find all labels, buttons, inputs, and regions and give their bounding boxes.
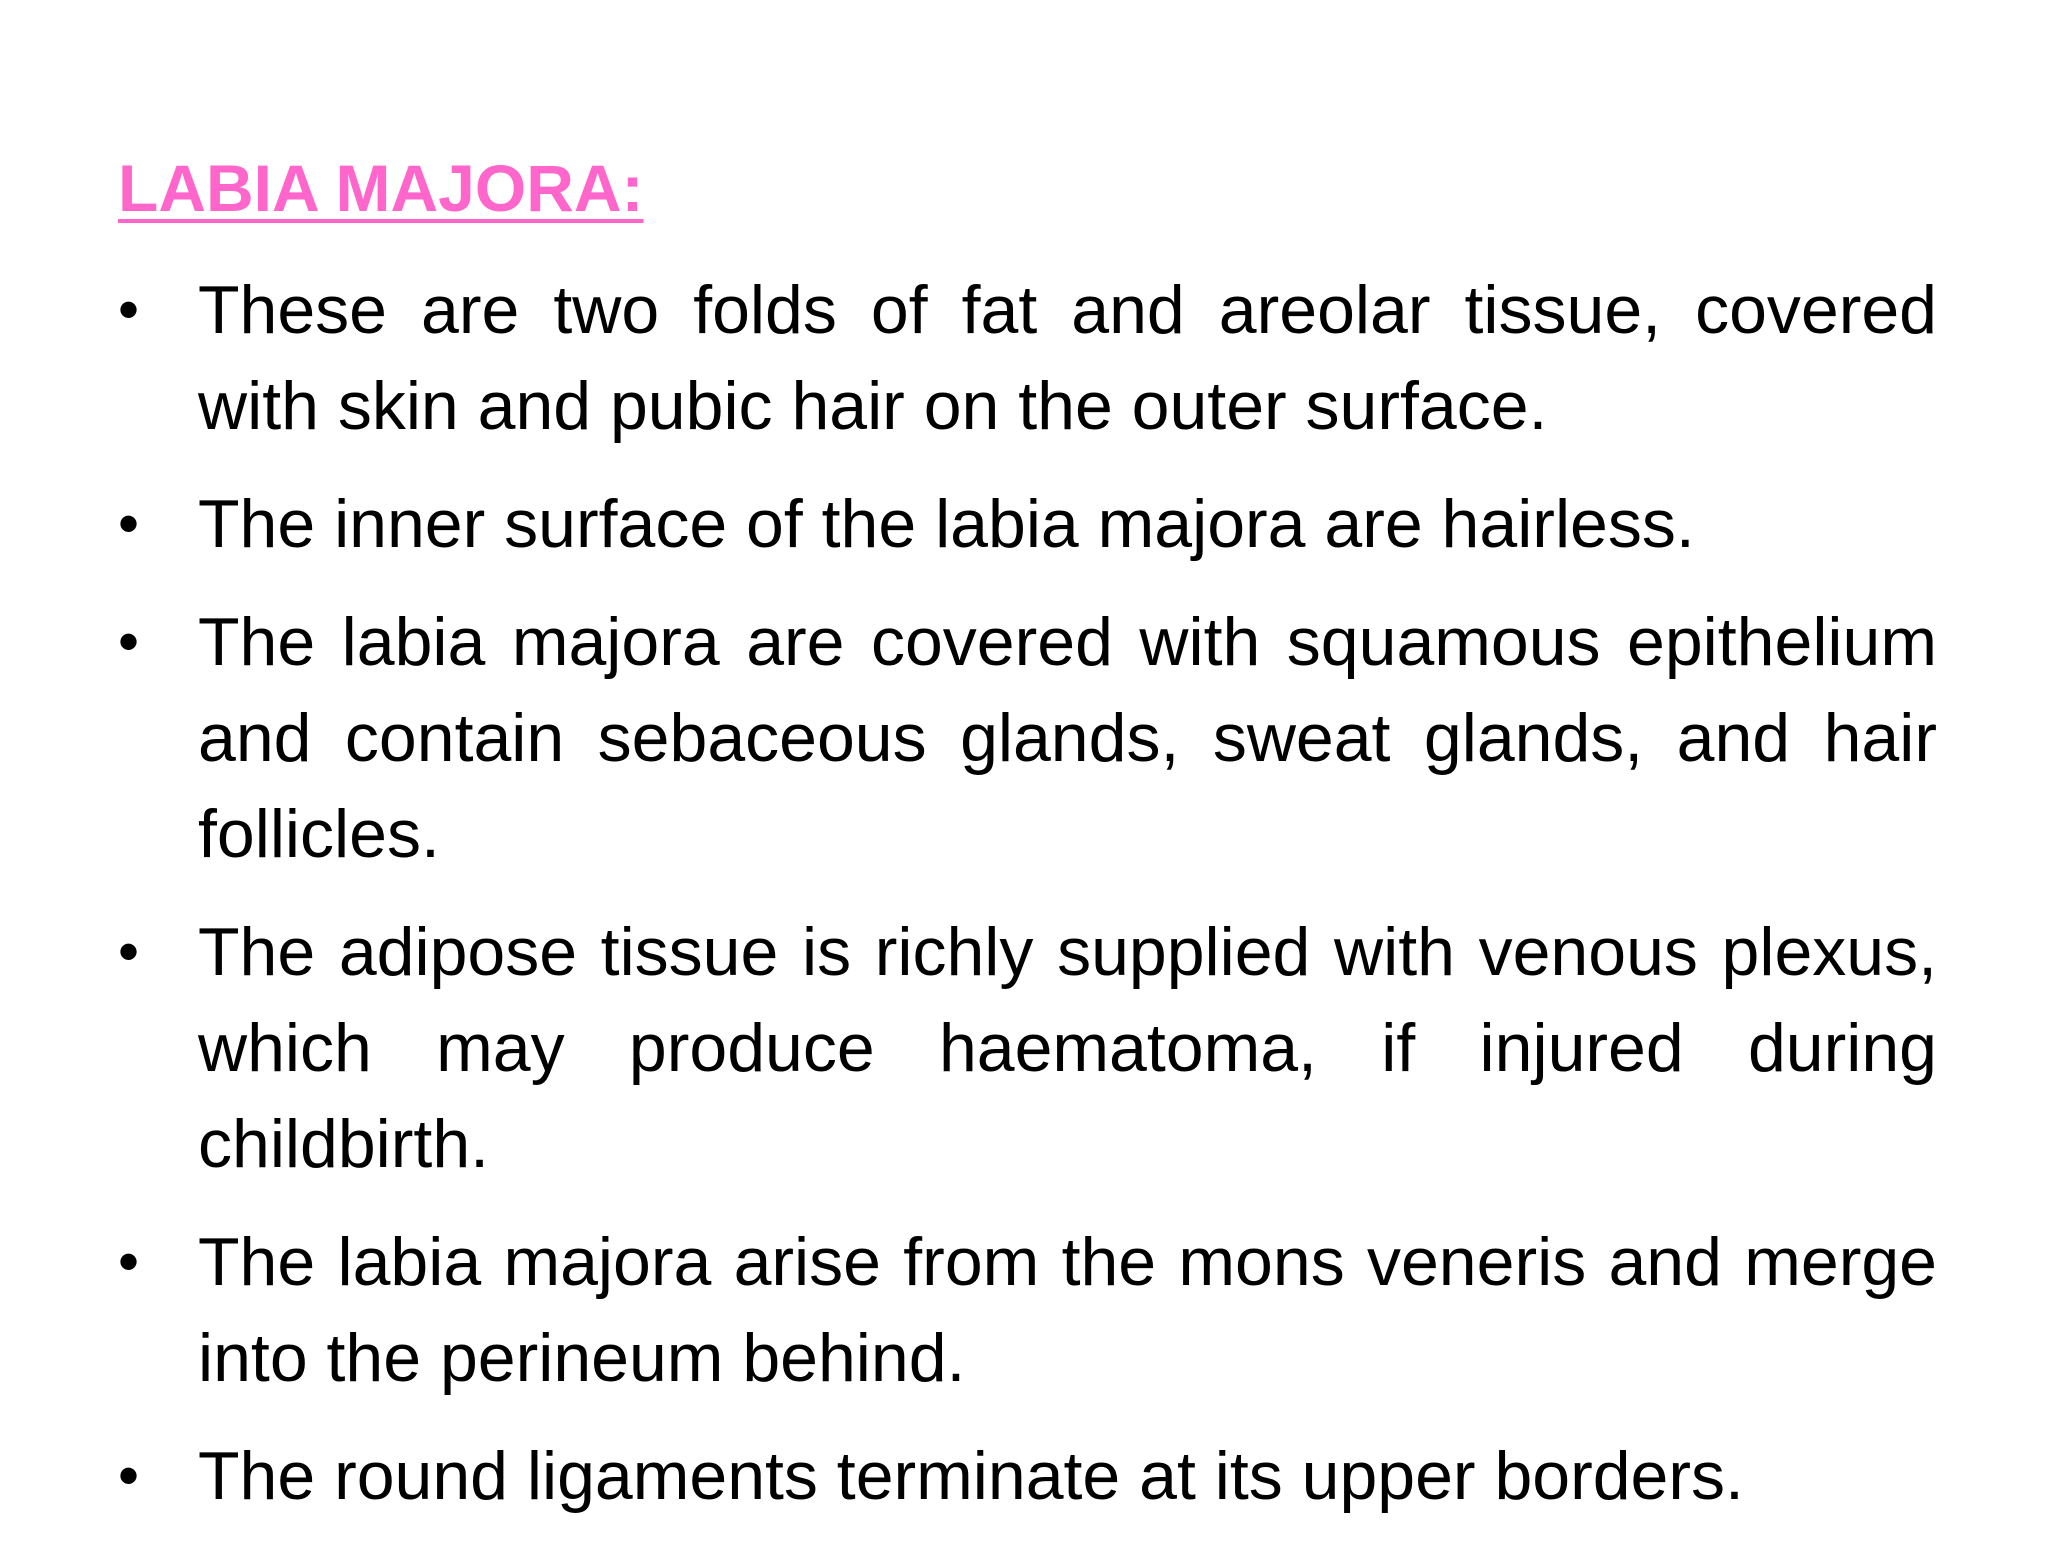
bullet-item (112, 1428, 1937, 1524)
bullet-text: The adipose tissue is richly supplied with venous plexus, which may produce haematoma, if injured during childbirth. (198, 914, 1937, 1182)
bullet-text: The inner surface of the labia majora are hairless. (198, 486, 1695, 562)
bullet-item (112, 1214, 1937, 1406)
bullet-item (112, 262, 1937, 454)
bullet-item (112, 904, 1937, 1192)
bullet-list (112, 262, 1937, 1546)
bullet-text: The labia majora arise from the mons veneris and merge into the perineum behind. (198, 1224, 1937, 1396)
bullet-icon: • (118, 276, 140, 343)
bullet-text: The labia majora are covered with squamous epithelium and contain sebaceous glands, sweat glands, and hair follicles. (198, 604, 1937, 872)
bullet-item (112, 476, 1937, 572)
bullet-icon: • (118, 1442, 140, 1509)
bullet-icon: • (118, 490, 140, 557)
bullet-item (112, 594, 1937, 882)
bullet-icon: • (118, 608, 140, 675)
bullet-icon: • (118, 918, 140, 985)
bullet-text: These are two folds of fat and areolar tissue, covered with skin and pubic hair on the outer surface. (198, 272, 1937, 444)
bullet-icon: • (118, 1228, 140, 1295)
slide-title: LABIA MAJORA: (118, 151, 644, 225)
bullet-text: The round ligaments terminate at its upper borders. (198, 1438, 1744, 1514)
